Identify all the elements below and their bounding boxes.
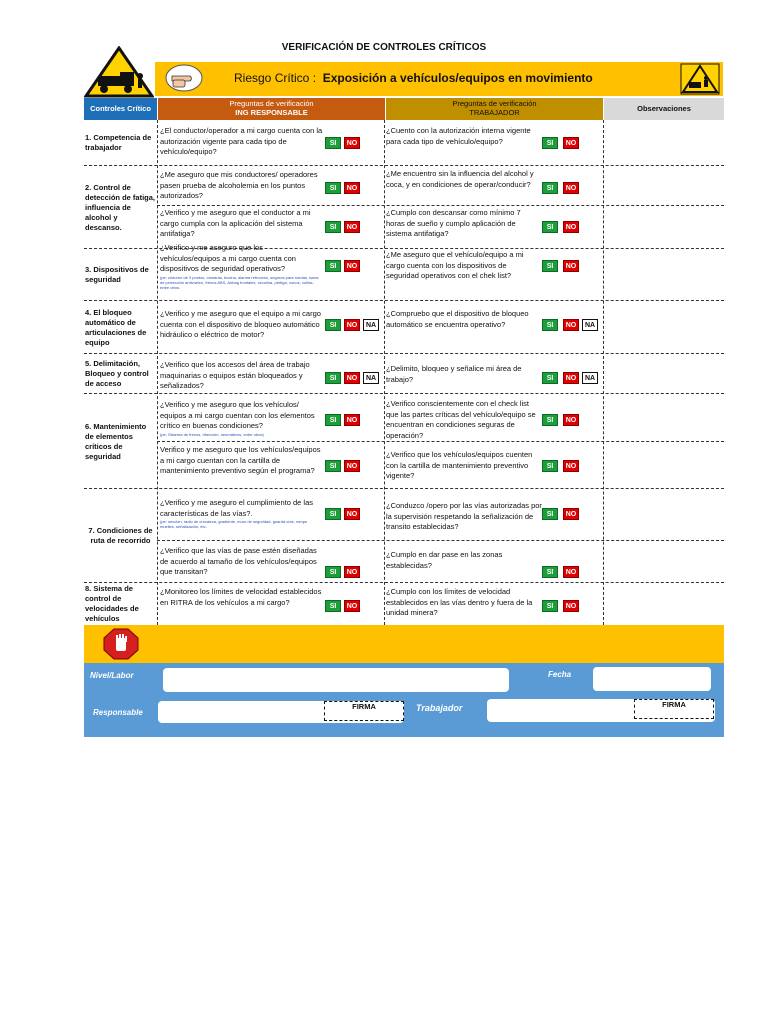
- si-button[interactable]: SI: [325, 137, 341, 149]
- no-button[interactable]: NO: [563, 221, 579, 233]
- fecha-field[interactable]: [593, 667, 711, 691]
- stop-band: [84, 625, 724, 663]
- ing-question: [160, 400, 322, 437]
- ing-question: ¿Verifico y me aseguro que el equipo a mi cargo cuenta con el dispositivo de bloqueo automático hidráulico o eléctrico de motor?: [160, 309, 321, 339]
- trab-question: ¿Cuento con la autorización interna vigente para cada tipo de vehículo/equipo?: [386, 126, 531, 146]
- trab-question: ¿Me aseguro que el vehículo/equipo a mi cargo cuenta con los dispositivos de seguridad operativos con el chek list?: [386, 250, 524, 280]
- ing-question-note: (pe: Sistema de frenos, dirección, neumáticos, entre otros): [160, 431, 264, 437]
- si-button[interactable]: SI: [542, 460, 558, 472]
- control-label: 1. Competencia de trabajador: [85, 133, 152, 152]
- risk-title: [234, 71, 593, 85]
- si-button[interactable]: SI: [325, 319, 341, 331]
- no-button[interactable]: NO: [563, 600, 579, 612]
- trab-question: ¿Cumplo con los límites de velocidad establecidos en las vías dentro y fuera de la unidad minera?: [386, 587, 533, 617]
- na-button[interactable]: NA: [582, 319, 598, 331]
- ing-question-text: ¿Verifico y me aseguro que los vehículos/ equipos a mi cargo cuentan con los elementos crítico en buenas condiciones?: [160, 400, 315, 430]
- checklist-table: [84, 120, 724, 625]
- no-button[interactable]: NO: [563, 182, 579, 194]
- ing-question: [160, 243, 322, 290]
- pointing-hand-icon: [164, 64, 204, 92]
- si-button[interactable]: SI: [542, 372, 558, 384]
- nivel-labor-field[interactable]: [163, 668, 509, 692]
- ing-question: ¿Verifico que las vías de pase estén diseñadas de acuerdo al tamaño de los vehículos/equipos que transitan?: [160, 546, 317, 576]
- document-title: VERIFICACIÓN DE CONTROLES CRÍTICOS: [281, 42, 487, 53]
- si-button[interactable]: SI: [542, 414, 558, 426]
- trab-question: ¿Compruebo que el dispositivo de bloqueo automático se encuentra operativo?: [386, 309, 529, 329]
- risk-label: Riesgo Crítico :: [234, 71, 317, 85]
- ing-question: ¿Verifico y me aseguro que el conductor a mi cargo cumpla con la aplicación del sistema antifatiga?: [160, 208, 311, 238]
- ing-question: [160, 498, 322, 529]
- trab-question: ¿Conduzco /opero por las vías autorizadas por la supervisión respetando la señalización de transito establecidas?: [386, 501, 542, 531]
- si-button[interactable]: SI: [542, 137, 558, 149]
- no-button[interactable]: NO: [563, 508, 579, 520]
- control-label: 8. Sistema de control de velocidades de vehículos: [85, 584, 139, 623]
- si-button[interactable]: SI: [325, 414, 341, 426]
- trabajador-label: Trabajador: [416, 703, 463, 713]
- si-button[interactable]: SI: [325, 372, 341, 384]
- ing-question-note: (pe: sección, radio de curvatura, gradiente, muro de seguridad, guarda vías, rompe muelles, señalización, etc.: [160, 519, 308, 529]
- si-button[interactable]: SI: [325, 600, 341, 612]
- risk-name: Exposición a vehículos/equipos en movimiento: [322, 71, 593, 85]
- si-button[interactable]: SI: [542, 566, 558, 578]
- col-preguntas-trab: [386, 98, 603, 120]
- col-trab-line2: TRABAJADOR: [469, 108, 520, 117]
- control-label: 2. Control de detección de fatiga, influencia de alcohol y descanso.: [85, 182, 156, 232]
- no-button[interactable]: NO: [344, 600, 360, 612]
- trab-question: ¿Delimito, bloqueo y señalice mi área de trabajo?: [386, 364, 522, 384]
- no-button[interactable]: NO: [344, 221, 360, 233]
- no-button[interactable]: NO: [344, 260, 360, 272]
- firma-responsable-box[interactable]: FIRMA: [324, 701, 404, 721]
- na-button[interactable]: NA: [363, 372, 379, 384]
- no-button[interactable]: NO: [344, 319, 360, 331]
- trab-question: ¿Me encuentro sin la influencia del alcohol y coca, y en condiciones de operar/conducir?: [386, 169, 534, 189]
- si-button[interactable]: SI: [542, 319, 558, 331]
- na-button[interactable]: NA: [363, 319, 379, 331]
- si-button[interactable]: SI: [542, 182, 558, 194]
- si-button[interactable]: SI: [542, 508, 558, 520]
- si-button[interactable]: SI: [542, 600, 558, 612]
- fecha-label: Fecha: [548, 670, 572, 679]
- trab-question: ¿Cumplo con descansar como mínimo 7 horas de sueño y cumplo aplicación de sistema antifatiga?: [386, 208, 521, 238]
- no-button[interactable]: NO: [344, 182, 360, 194]
- no-button[interactable]: NO: [563, 414, 579, 426]
- no-button[interactable]: NO: [563, 372, 579, 384]
- no-button[interactable]: NO: [563, 260, 579, 272]
- si-button[interactable]: SI: [325, 260, 341, 272]
- ing-question: Verifico y me aseguro que los vehículos/equipos a mi cargo cuentan con la cartilla de mantenimiento preventivo según el programa?: [160, 445, 321, 475]
- si-button[interactable]: SI: [325, 221, 341, 233]
- no-button[interactable]: NO: [344, 414, 360, 426]
- ing-question: ¿Verifico que los accesos del área de trabajo maquinarias o equipos están bloqueados y señalizados?: [160, 360, 310, 390]
- col-controles: Controles Crítico: [84, 98, 157, 120]
- si-button[interactable]: SI: [542, 221, 558, 233]
- col-ing-line2: ING RESPONSABLE: [235, 108, 308, 117]
- ing-question-note: (pe: cinturón de 3 puntos, cámaras, bocina, alarma retroceso, seguros para ruedas, barra de protección antivuelco, frenos ABS, Airbag frontales, circulina, pértiga, conos, cuñas, entre otros.: [160, 274, 319, 290]
- trab-question: ¿Cumplo en dar pase en las zonas establecidas?: [386, 550, 503, 570]
- trab-question: ¿Verifico que los vehículos/equipos cuenten con la cartilla de mantenimiento preventivo vigente?: [386, 450, 533, 480]
- no-button[interactable]: NO: [344, 508, 360, 520]
- control-label: 3. Dispositivos de seguridad: [85, 265, 149, 284]
- stop-hand-icon: [103, 628, 139, 660]
- control-label: 6. Mantenimiento de elementos críticos de seguridad: [85, 421, 147, 461]
- responsable-label: Responsable: [93, 708, 143, 717]
- si-button[interactable]: SI: [325, 508, 341, 520]
- control-label: 4. El bloqueo automático de articulaciones de equipo: [85, 307, 147, 347]
- trab-question: ¿Verifico conscientemente con el check list que las partes críticas del vehículo/equipo se encuentran en condiciones seguras de operación?: [386, 399, 536, 440]
- no-button[interactable]: NO: [563, 319, 579, 331]
- ing-question: ¿Me aseguro que mis conductores/ operadores pasen prueba de alcoholemia en los puntos autorizados?: [160, 170, 318, 200]
- no-button[interactable]: NO: [563, 137, 579, 149]
- ing-question-text: ¿Verifico y me aseguro que los vehículos/equipos a mi cargo cuenta con dispositivos de seguridad operativos?: [160, 243, 296, 273]
- col-trab-line1: Preguntas de verificación: [452, 99, 537, 108]
- runover-hazard-icon: [680, 63, 720, 95]
- no-button[interactable]: NO: [344, 137, 360, 149]
- col-ing-line1: Preguntas de verificación: [229, 99, 314, 108]
- vehicle-hazard-logo: [84, 46, 154, 98]
- ing-question-text: ¿Verifico y me aseguro el cumplimiento de las características de las vías?.: [160, 498, 313, 518]
- no-button[interactable]: NO: [563, 566, 579, 578]
- si-button[interactable]: SI: [325, 566, 341, 578]
- si-button[interactable]: SI: [325, 460, 341, 472]
- firma-trabajador-box[interactable]: FIRMA: [634, 699, 714, 719]
- no-button[interactable]: NO: [563, 460, 579, 472]
- ing-question: ¿El conductor/operador a mi cargo cuenta con la autorización vigente para cada tipo de vehículo/equipo?: [160, 126, 323, 156]
- na-button[interactable]: NA: [582, 372, 598, 384]
- col-preguntas-ing: [158, 98, 385, 120]
- col-observaciones: Observaciones: [604, 98, 724, 120]
- no-button[interactable]: NO: [344, 566, 360, 578]
- no-button[interactable]: NO: [344, 372, 360, 384]
- control-label: 5. Delimitación, Bloqueo y control de acceso: [85, 359, 149, 388]
- si-button[interactable]: SI: [542, 260, 558, 272]
- no-button[interactable]: NO: [344, 460, 360, 472]
- si-button[interactable]: SI: [325, 182, 341, 194]
- ing-question: ¿Monitoreo los límites de velocidad establecidos en RITRA de los vehículos a mi cargo?: [160, 587, 322, 607]
- nivel-labor-label: Nivel/Labor: [90, 671, 134, 680]
- control-label: 7. Condiciones de ruta de recorrido: [88, 526, 153, 545]
